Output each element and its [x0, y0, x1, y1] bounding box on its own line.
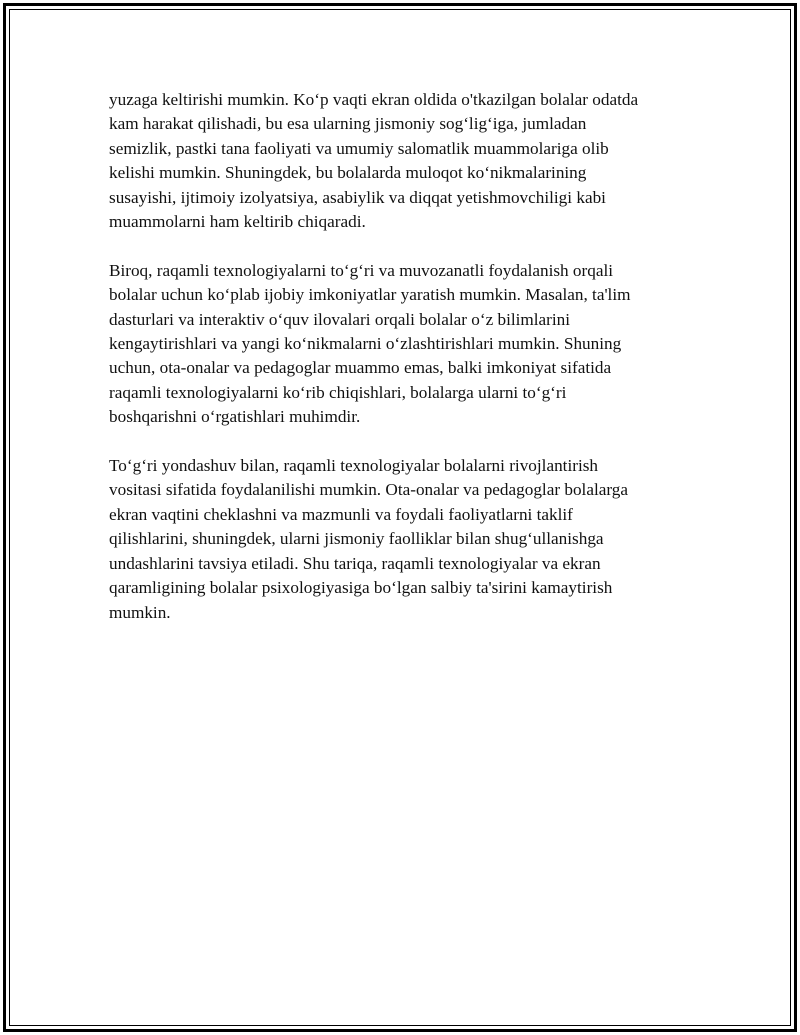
document-body — [109, 88, 699, 649]
paragraph-2: Biroq, raqamli texnologiyalarni to‘g‘ri va muvozanatli foydalanish orqali bolalar uchun ko‘plab ijobiy imkoniyatlar yaratish mumkin. Masalan, ta'lim dasturlari va interaktiv o‘quv ilovalari orqali bolalar o‘z bilimlarini kengaytirishlari va yangi ko‘nikmalarni o‘zlashtirishlari mumkin. Shuning uchun, ota-onalar va pedagoglar muammo emas, balki imkoniyat sifatida raqamli texnologiyalarni ko‘rib chiqishlari, bolalarga ularni to‘g‘ri boshqarishni o‘rgatishlari muhimdir. — [109, 260, 631, 427]
paragraph-3: To‘g‘ri yondashuv bilan, raqamli texnologiyalar bolalarni rivojlantirish vositasi sifatida foydalanilishi mumkin. Ota-onalar va pedagoglar bolalarga ekran vaqtini cheklashni va mazmunli va foydali faoliyatlarni taklif qilishlarini, shuningdek, ularni jismoniy faolliklar bilan shug‘ullanishga undashlarini tavsiya etiladi. Shu tariqa, raqamli texnologiyalar va ekran qaramligining bolalar psixologiyasiga bo‘lgan salbiy ta'sirini kamaytirish mumkin. — [109, 456, 628, 622]
paragraph-1: yuzaga keltirishi mumkin. Ko‘p vaqti ekran oldida o'tkazilgan bolalar odatda kam harakat qilishadi, bu esa ularning jismoniy sog‘lig‘iga, jumladan semizlik, pastki tana faoliyati va umumiy salomatlik muammolariga olib kelishi mumkin. Shuningdek, bu bolalarda muloqot ko‘nikmalarining susayishi, ijtimoiy izolyatsiya, asabiylik va diqqat yetishmovchiligi kabi muammolarni ham keltirib chiqaradi. — [109, 90, 639, 232]
